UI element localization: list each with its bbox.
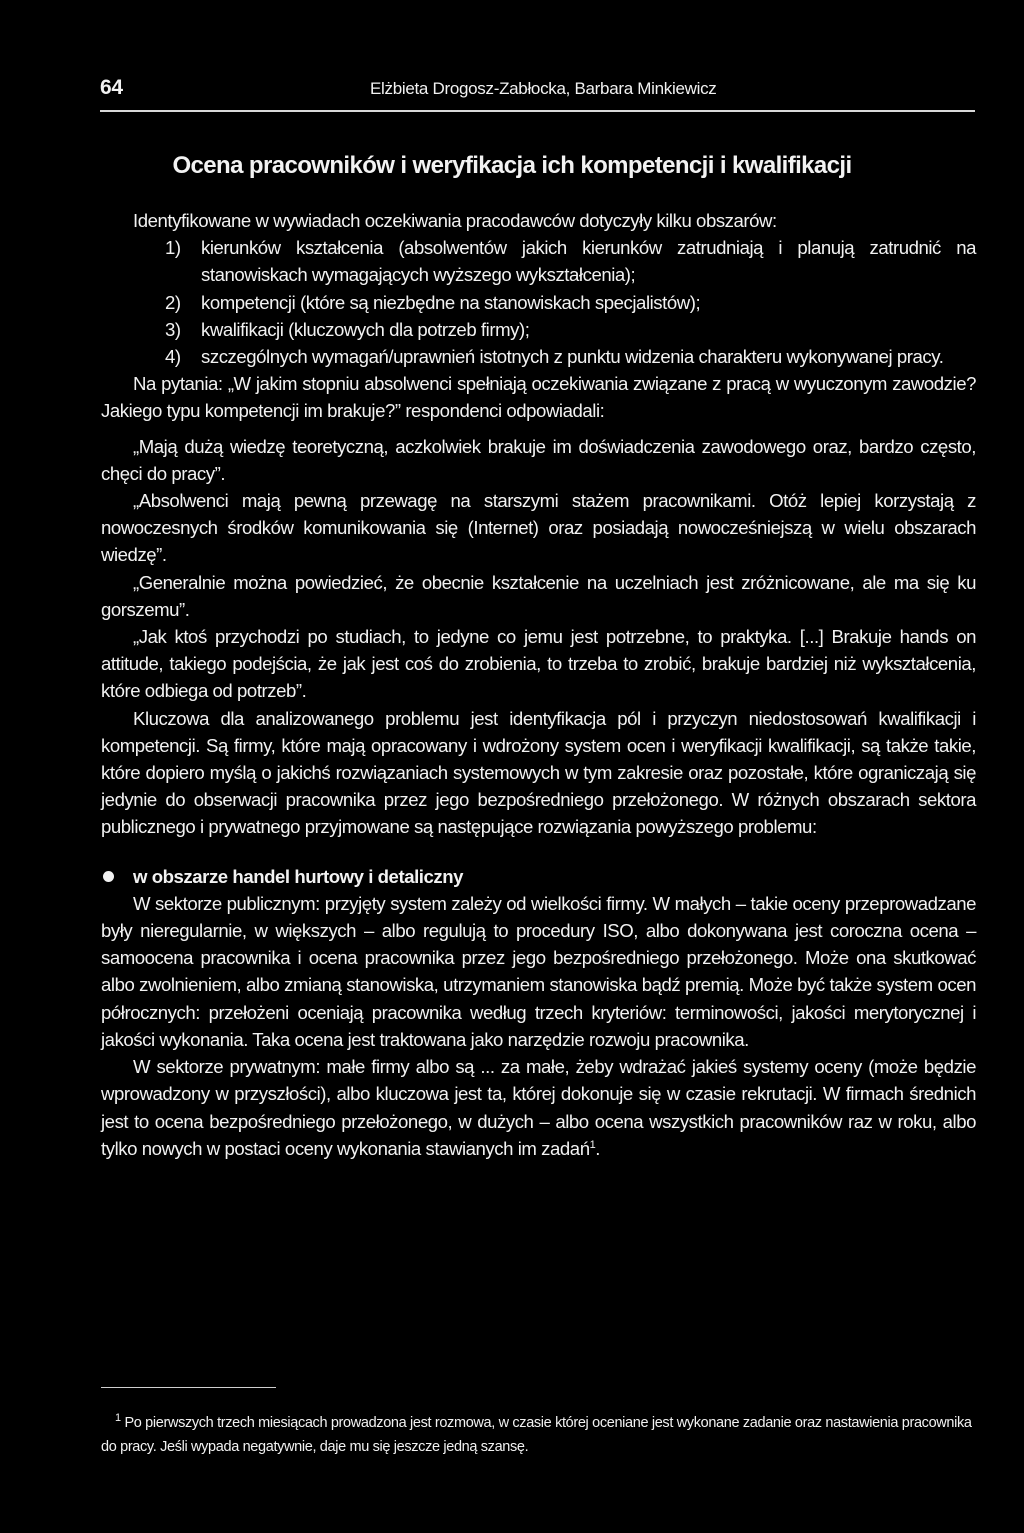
header-rule <box>100 110 975 112</box>
quote-paragraph: „Absolwenci mają pewną przewagę na starszymi stażem pracownikami. Otóż lepiej korzystają z nowoczesnych środków komunikowania się (Internet) oraz posiadają nowocześniejszą w wielu obszarach wiedzę”. <box>101 490 976 566</box>
list-item-number: 2) <box>165 291 181 313</box>
intro-paragraph: Identyfikowane w wywiadach oczekiwania pracodawców dotyczyły kilku obszarów: <box>133 210 777 231</box>
footnote-text: Po pierwszych trzech miesiącach prowadzona jest rozmowa, w czasie której oceniane jest wykonane zadanie oraz nastawienia pracownika do pracy. Jeśli wypada negatywnie, daje mu się jeszcze jedną szansę. <box>101 1415 972 1455</box>
footnote-reference[interactable]: 1 <box>589 1138 596 1151</box>
private-sector-paragraph <box>101 1053 976 1162</box>
list-item-text: kierunków kształcenia (absolwentów jakich kierunków zatrudniają i planują zatrudnić na stanowiskach wymagających wyższego wykształcenia); <box>201 237 976 286</box>
list-item-number: 3) <box>165 318 181 340</box>
bullet-icon <box>103 871 114 882</box>
public-sector-paragraph: W sektorze publicznym: przyjęty system zależy od wielkości firmy. W małych – takie oceny przeprowadzane były nieregularnie, w większych – albo regulują to procedury ISO, albo dokonywana jest coroczna ocena – samoocena pracownika i ocena pracownika przez jego bezpośredniego przełożonego. Może ona skutkować albo zwolnieniem, albo zmianą stanowiska, utrzymaniem stanowiska bądź premią. Może być także system ocen półrocznych: przełożeni oceniają pracownika według trzech kryteriów: terminowości, jakości merytorycznej i jakości wykonania. Taka ocena jest traktowana jako narzędzie rozwoju pracownika. <box>101 892 976 1050</box>
running-header-authors: Elżbieta Drogosz-Zabłocka, Barbara Minkiewicz <box>370 79 717 98</box>
list-item-text: szczególnych wymagań/uprawnień istotnych z punktu widzenia charakteru wykonywanej pracy. <box>201 346 944 368</box>
list-item-text: kompetencji (które są niezbędne na stanowiskach specjalistów); <box>201 291 701 313</box>
sentence-end: . <box>595 1137 600 1159</box>
running-header <box>100 76 964 104</box>
list-item <box>101 343 976 370</box>
sector-heading-text: w obszarze handel hurtowy i detaliczny <box>133 865 464 887</box>
private-sector-text: W sektorze prywatnym: małe firmy albo są ... za małe, żeby wdrażać jakieś systemy oceny (może będzie wprowadzony w przyszłości), albo kluczowa jest ta, której dokonuje się w czasie rekrutacji. W firmach średnich jest to ocena bezpośredniego przełożonego, w dużych – albo ocena wszystkich pracowników raz w roku, albo tylko nowych w postaci oceny wykonania stawianych im zadań <box>101 1056 976 1159</box>
footnote <box>101 1411 976 1459</box>
body-text <box>101 207 976 1162</box>
list-item-text: kwalifikacji (kluczowych dla potrzeb firmy); <box>201 318 530 340</box>
analysis-paragraph: Kluczowa dla analizowanego problemu jest identyfikacja pól i przyczyn niedostosowań kwalifikacji i kompetencji. Są firmy, które mają opracowany i wdrożony system ocen i weryfikacji kwalifikacji, są także takie, które dopiero myślą o jakichś rozwiązaniach systemowych w tym zakresie oraz pozostałe, które ograniczają się jedynie do obserwacji pracownika przez jego bezpośredniego przełożonego. W różnych obszarach sektora publicznego i prywatnego przyjmowane są następujące rozwiązania powyższego problemu: <box>101 707 976 838</box>
areas-list <box>101 234 976 370</box>
list-item <box>101 234 976 288</box>
question-paragraph: Na pytania: „W jakim stopniu absolwenci spełniają oczekiwania związane z pracą w wyuczonym zawodzie? Jakiego typu kompetencji im brakuje?” respondenci odpowiadali: <box>101 373 976 422</box>
sector-heading <box>101 863 976 890</box>
list-item-number: 4) <box>165 346 181 368</box>
footnote-mark: 1 <box>115 1412 121 1425</box>
list-item-number: 1) <box>165 237 181 259</box>
section-title: Ocena pracowników i weryfikacja ich kompetencji i kwalifikacji <box>172 152 852 179</box>
quote-paragraph: „Mają dużą wiedzę teoretyczną, aczkolwiek brakuje im doświadczenia zawodowego oraz, bardzo często, chęci do pracy”. <box>101 435 976 484</box>
quote-paragraph: „Generalnie można powiedzieć, że obecnie kształcenie na uczelniach jest zróżnicowane, ale ma się ku gorszemu”. <box>101 571 976 620</box>
page-number: 64 <box>100 76 123 99</box>
sector-section <box>101 863 976 1162</box>
list-item <box>101 316 976 343</box>
list-item <box>101 289 976 316</box>
footnote-rule <box>101 1387 276 1388</box>
quote-paragraph: „Jak ktoś przychodzi po studiach, to jedyne co jemu jest potrzebne, to praktyka. [...] Brakuje hands on attitude, takiego podejścia, że jak jest coś do zrobienia, to trzeba to zrobić, brakuje bardziej niż wykształcenia, które odbiega od potrzeb”. <box>101 626 976 702</box>
